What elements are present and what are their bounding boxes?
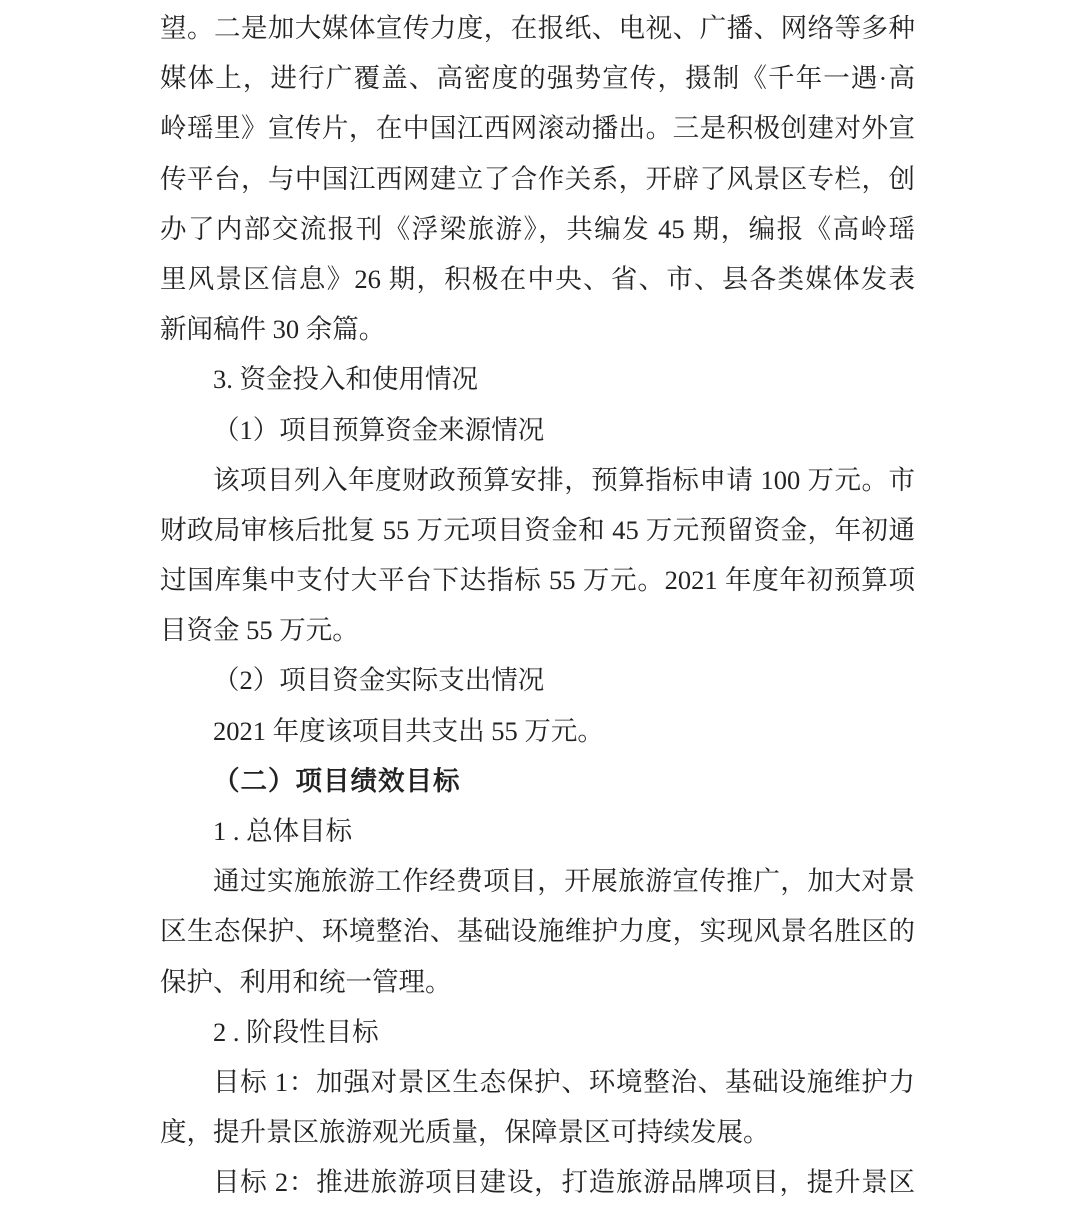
document-line: 目标 1：加强对景区生态保护、环境整治、基础设施维护力 [213,1066,915,1097]
document-line: 财政局审核后批复 55 万元项目资金和 45 万元预留资金，年初通 [160,514,915,545]
document-line: 2 . 阶段性目标 [213,1016,379,1047]
document-line: （1）项目预算资金来源情况 [213,414,545,445]
document-line: 1 . 总体目标 [213,816,353,846]
document-line: 望。二是加大媒体宣传力度，在报纸、电视、广播、网络等多种 [160,13,915,43]
document-line: 传平台，与中国江西网建立了合作关系，开辟了风景区专栏，创 [160,163,915,194]
document-line: 过国库集中支付大平台下达指标 55 万元。2021 年度年初预算项 [160,565,915,596]
section-heading-line: （二）项目绩效目标 [213,765,461,796]
document-line: 目资金 55 万元。 [160,615,359,646]
document-line: 保护、利用和统一管理。 [160,966,452,997]
document-line: 目标 2：推进旅游项目建设，打造旅游品牌项目，提升景区 [213,1167,915,1198]
document-line: （2）项目资金实际支出情况 [213,665,545,696]
document-line: 办了内部交流报刊《浮梁旅游》，共编发 45 期，编报《高岭瑶 [160,213,915,244]
document-line: 岭瑶里》宣传片，在中国江西网滚动播出。三是积极创建对外宣 [160,113,915,144]
document-line: 里风景区信息》26 期，积极在中央、省、市、县各类媒体发表 [160,263,915,294]
document-line: 度，提升景区旅游观光质量，保障景区可持续发展。 [160,1117,770,1148]
document-line: 该项目列入年度财政预算安排，预算指标申请 100 万元。市 [213,464,915,495]
document-line: 新闻稿件 30 余篇。 [160,314,386,345]
document-line: 3. 资金投入和使用情况 [213,364,478,395]
document-line: 区生态保护、环境整治、基础设施维护力度，实现风景名胜区的 [160,916,915,947]
document-line: 媒体上，进行广覆盖、高密度的强势宣传，摄制《千年一遇·高 [160,63,915,94]
document-line: 2021 年度该项目共支出 55 万元。 [213,715,604,746]
document-line: 通过实施旅游工作经费项目，开展旅游宣传推广，加大对景 [213,866,915,897]
